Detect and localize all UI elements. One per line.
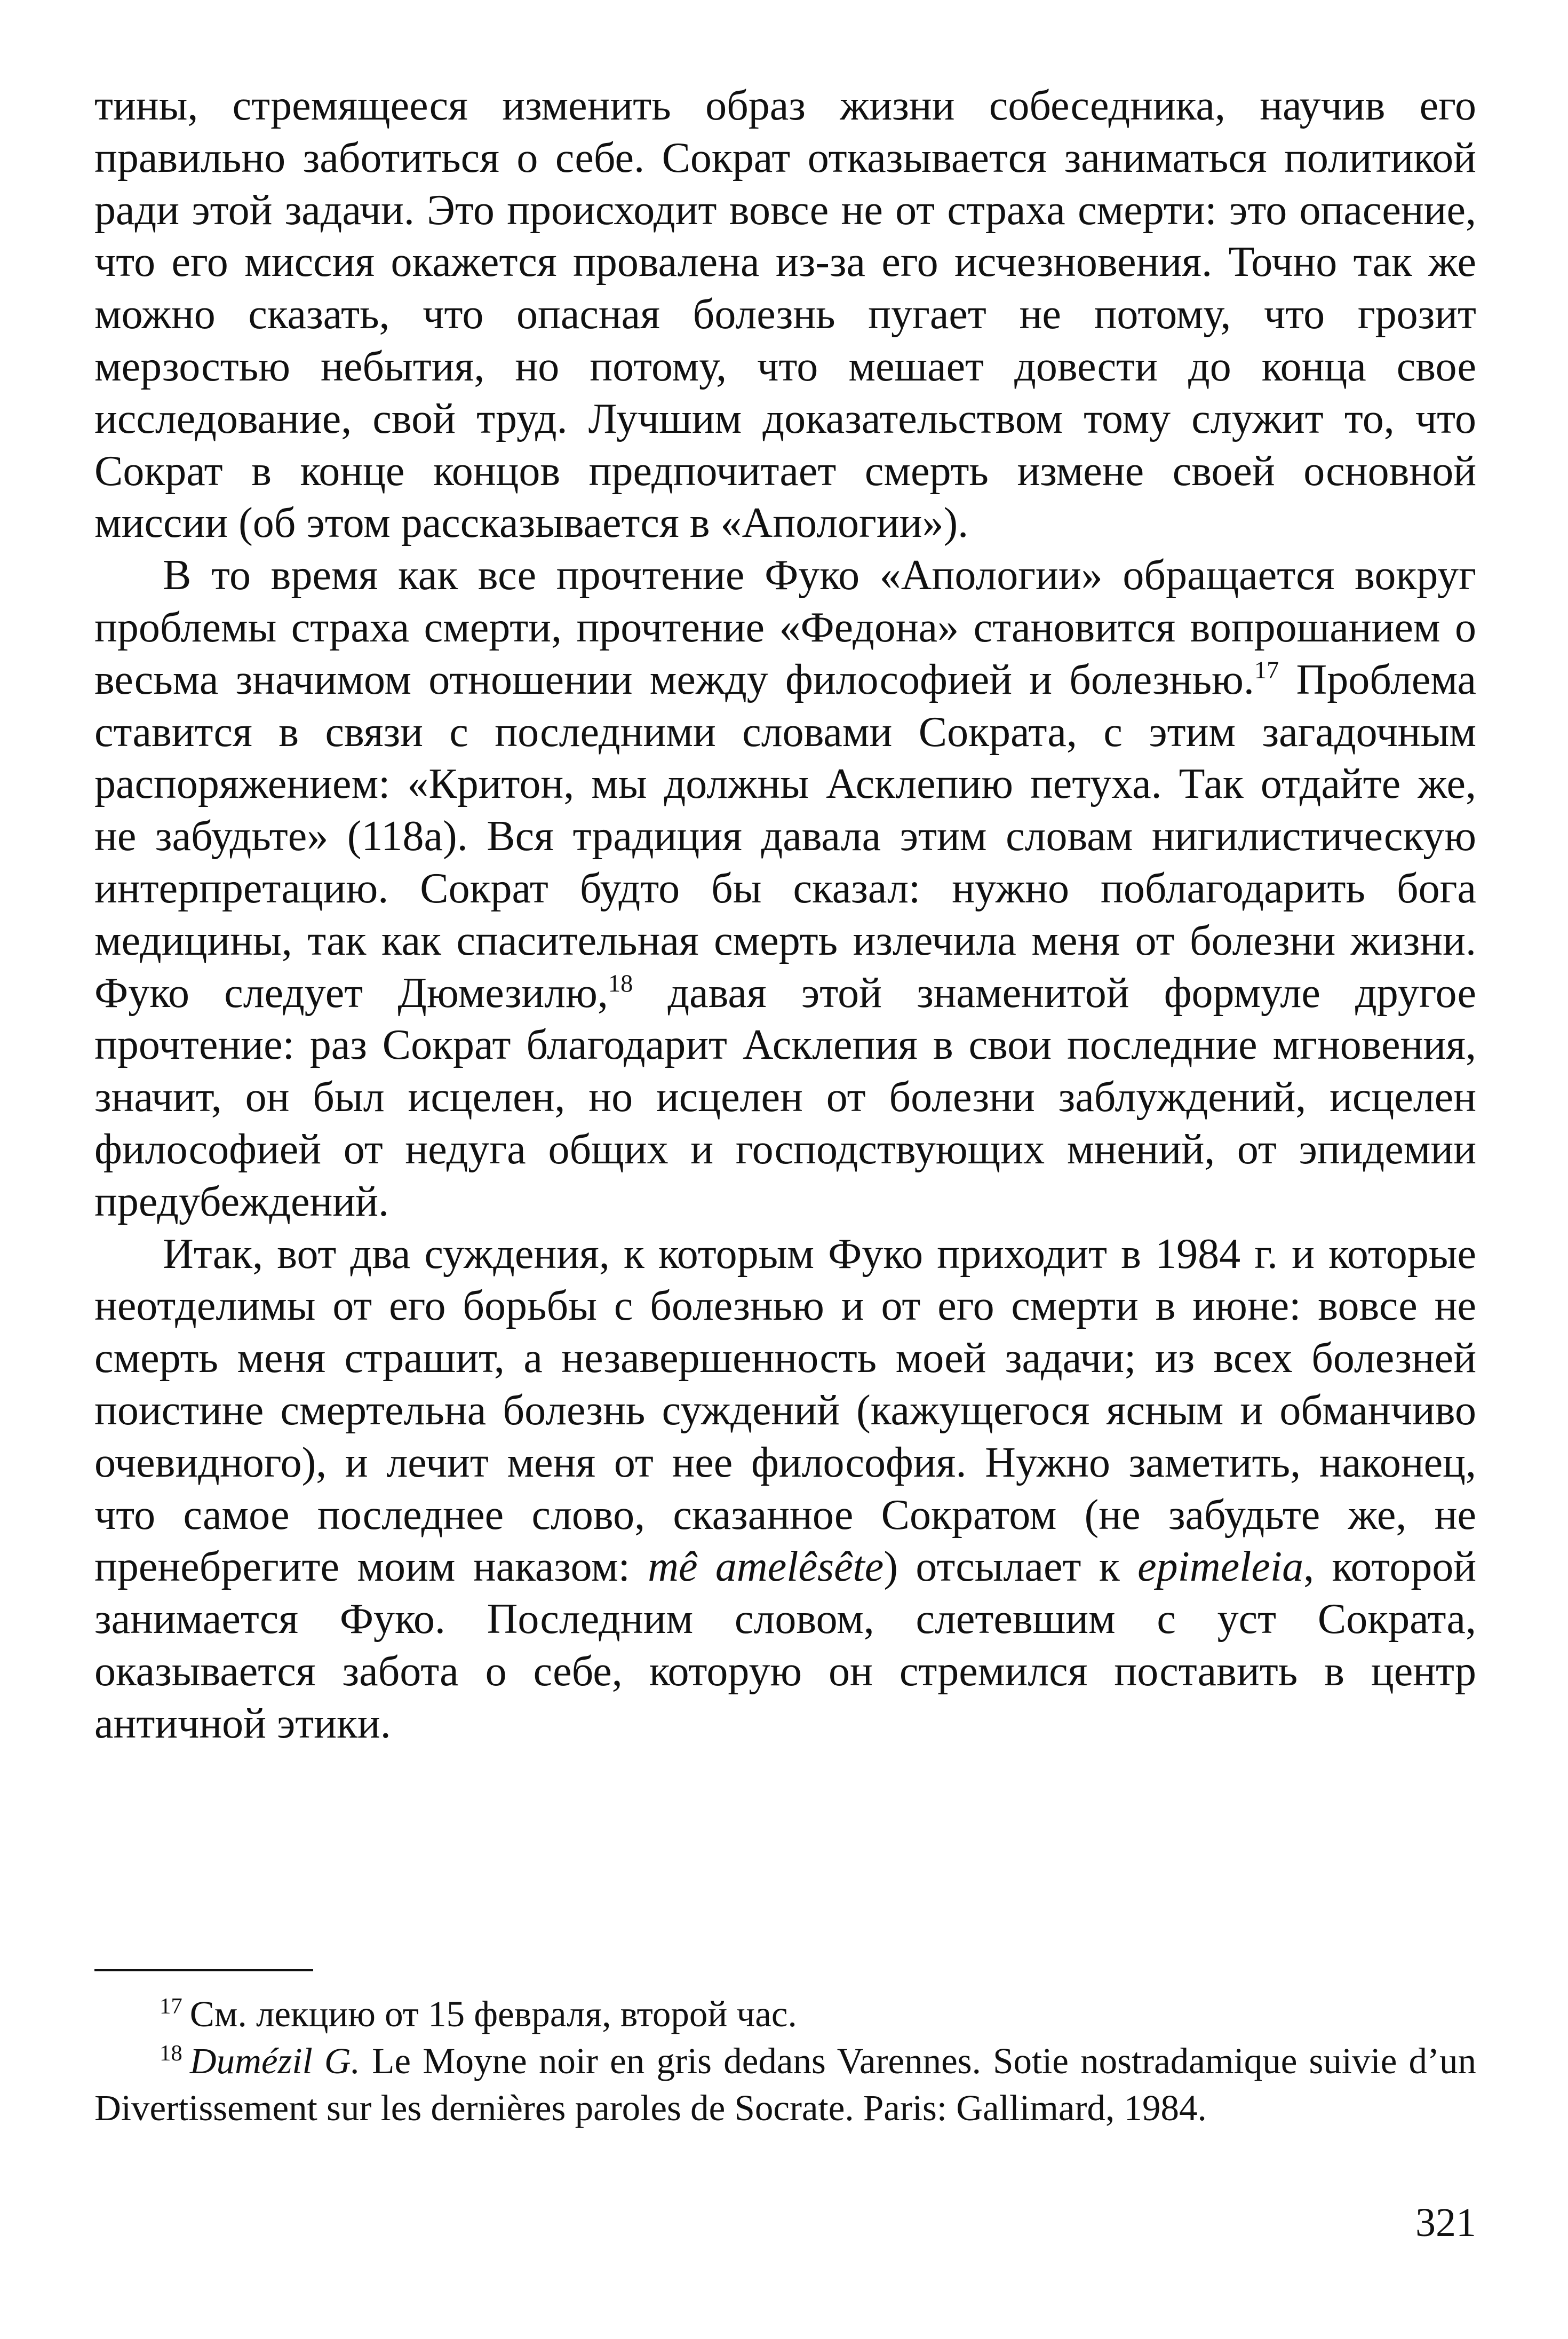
footnote: [94, 1991, 1476, 2037]
text-run: давая этой знаменитой формуле другое прочтение: раз Сократ благодарит Асклепия в свои последние мгновения, значит, он был исцелен, но исцелен от болезни заблуждений, исцелен философией от недуга общих и господствующих мнений, от эпидемии предубеждений.: [94, 969, 1476, 1225]
text-run: Le Moyne noir en gris dedans Varennes. Sotie nostradamique suivie d’un Divertissement sur les dernières paroles de Socrate. Paris: Gallimard, 1984.: [94, 2041, 1476, 2128]
text-run: Итак, вот два суждения, к которым Фуко приходит в 1984 г. и которые неотделимы от его борьбы с болезнью и от его смерти в июне: вовсе не смерть меня страшит, а незавершенность моей задачи; из всех болезней поистине смертельна болезнь суждений (кажущегося ясным и обманчиво очевидного), и лечит меня от нее философия. Нужно заметить, наконец, что самое последнее слово, сказанное Сократом (не забудьте же, не пренебрегите моим наказом:: [94, 1230, 1476, 1591]
text-run: Проблема ставится в связи с последними словами Сократа, с этим загадочным распоряжением: «Критон, мы должны Асклепию петуха. Так отдайте же, не забудьте» (118а). Вся традиция давала этим словам нигилистическую интерпретацию. Сократ будто бы сказал: нужно поблагодарить бога медицины, так как спасительная смерть излечила меня от болезни жизни. Фуко следует Дюмезилю,: [94, 656, 1476, 1017]
text-run: См. лекцию от 15 февраля, второй час.: [189, 1994, 797, 2034]
footnotes: [94, 1991, 1476, 2131]
italic-run: epimeleia: [1137, 1543, 1304, 1591]
footnote-reference: 17: [1254, 657, 1279, 684]
paragraph: [94, 550, 1476, 1228]
text-run: тины, стремящееся изменить образ жизни собеседника, научив его правильно заботиться о себе. Сократ отказывается заниматься политикой ради этой задачи. Это происходит вовсе не от страха смерти: это опасение, что его миссия окажется провалена из-за его исчезновения. Точно так же можно сказать, что опасная болезнь пугает не потому, что грозит мерзостью небытия, но потому, что мешает довести до конца свое исследование, свой труд. Лучшим доказательством тому служит то, что Сократ в конце концов предпочитает смерть измене своей основной миссии (об этом рассказывается в «Апологии»).: [94, 82, 1476, 547]
text-run: , которой занимается Фуко. Последним словом, слетевшим с уст Сократа, оказывается забота о себе, которую он стремился поставить в центр античной этики.: [94, 1543, 1476, 1747]
italic-run: mê amelêsête: [648, 1543, 884, 1591]
paragraph: [94, 80, 1476, 550]
footnote-number: 18: [160, 2041, 182, 2066]
page-number: 321: [1415, 2200, 1476, 2245]
paragraph: [94, 1228, 1476, 1750]
footnote-reference: 18: [608, 970, 633, 997]
footnote-number: 17: [160, 1994, 182, 2019]
book-page: [94, 80, 1476, 2268]
text-run: В то время как все прочтение Фуко «Апологии» обращается вокруг проблемы страха смерти, прочтение «Федона» становится вопрошанием о весьма значимом отношении между философией и болезнью.: [94, 552, 1476, 703]
main-text: [94, 80, 1476, 1750]
text-run: ) отсылает к: [884, 1543, 1138, 1591]
footnote-separator: [94, 1969, 313, 1971]
italic-run: Dumézil G.: [189, 2041, 361, 2081]
footnote: [94, 2037, 1476, 2131]
